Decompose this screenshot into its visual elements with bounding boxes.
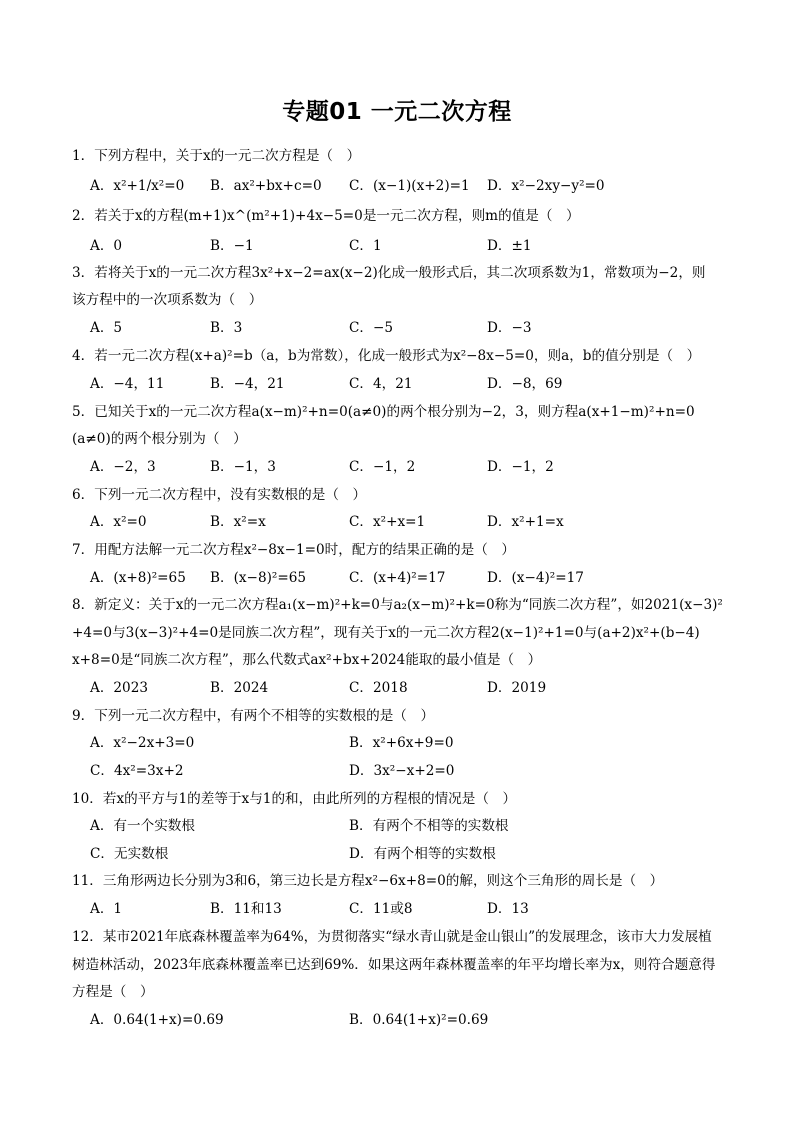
question-4-option-c: C．4，21 — [349, 376, 413, 392]
page-title: 专题01 一元二次方程 — [282, 99, 512, 125]
question-11-option-b: B．11和13 — [210, 901, 282, 917]
question-5-stem-line-1: 5．已知关于x的一元二次方程a(x−m)²+n=0(a≠0)的两个根分别为−2，3，则方程a(x+1−m)²+n=0 — [72, 404, 695, 420]
question-3-stem-line-2: 该方程中的一次项系数为（ ） — [72, 292, 263, 308]
question-7-option-c: C．(x+4)²=17 — [349, 570, 446, 586]
question-9-option-d: D．3x²−x+2=0 — [349, 763, 455, 779]
question-7-option-b: B．(x−8)²=65 — [210, 570, 307, 586]
question-1-option-a: A．x²+1/x²=0 — [90, 178, 185, 194]
question-2-option-d: D．±1 — [487, 238, 532, 254]
question-8-option-b: B．2024 — [210, 680, 269, 696]
question-12-stem-line-2: 树造林活动，2023年底森林覆盖率已达到69%．如果这两年森林覆盖率的年平均增长率为x，则符合题意得 — [72, 957, 716, 973]
question-9-stem: 9．下列一元二次方程中，有两个不相等的实数根的是（ ） — [72, 708, 435, 724]
question-11-option-a: A．1 — [90, 901, 123, 917]
question-4-option-a: A．−4，11 — [90, 376, 165, 392]
question-8-stem-line-1: 8．新定义：关于x的一元二次方程a₁(x−m)²+k=0与a₂(x−m)²+k=0称为“同族二次方程”，如2021(x−3)² — [72, 597, 723, 613]
question-7-option-a: A．(x+8)²=65 — [90, 570, 186, 586]
question-2-option-b: B．−1 — [210, 238, 254, 254]
question-12-stem-line-3: 方程是（ ） — [72, 984, 154, 1000]
question-11-option-c: C．11或8 — [349, 901, 413, 917]
question-4-option-d: D．−8，69 — [487, 376, 563, 392]
question-10-option-a: A．有一个实数根 — [90, 818, 195, 834]
question-2-option-c: C．1 — [349, 238, 382, 254]
question-12-stem-line-1: 12．某市2021年底森林覆盖率为64%，为贯彻落实“绿水青山就是金山银山”的发展理念，该市大力发展植 — [72, 929, 712, 945]
question-10-option-c: C．无实数根 — [90, 846, 169, 862]
question-3-stem-line-1: 3．若将关于x的一元二次方程3x²+x−2=ax(x−2)化成一般形式后，其二次项系数为1，常数项为−2，则 — [72, 265, 706, 281]
question-5-option-c: C．−1，2 — [349, 459, 416, 475]
question-3-option-b: B．3 — [210, 320, 243, 336]
question-1-option-c: C．(x−1)(x+2)=1 — [349, 178, 470, 194]
question-6-option-b: B．x²=x — [210, 514, 266, 530]
question-8-stem-line-2: +4=0与3(x−3)²+4=0是同族二次方程”，现有关于x的一元二次方程2(x−1)²+1=0与(a+2)x²+(b−4) — [72, 625, 700, 641]
question-2-option-a: A．0 — [90, 238, 123, 254]
question-5-stem-line-2: (a≠0)的两个根分别为（ ） — [72, 431, 247, 447]
question-10-option-b: B．有两个不相等的实数根 — [349, 818, 509, 834]
question-4-option-b: B．−4，21 — [210, 376, 285, 392]
question-10-stem: 10．若x的平方与1的差等于x与1的和，由此所列的方程根的情况是（ ） — [72, 791, 517, 807]
question-9-option-c: C．4x²=3x+2 — [90, 763, 184, 779]
question-5-option-d: D．−1，2 — [487, 459, 554, 475]
question-3-option-d: D．−3 — [487, 320, 532, 336]
question-9-option-a: A．x²−2x+3=0 — [90, 735, 195, 751]
question-6-stem: 6．下列一元二次方程中，没有实数根的是（ ） — [72, 487, 367, 503]
question-6-option-d: D．x²+1=x — [487, 514, 564, 530]
question-4-stem: 4．若一元二次方程(x+a)²=b（a，b为常数），化成一般形式为x²−8x−5=0，则a，b的值分别是（ ） — [72, 348, 701, 364]
question-11-option-d: D．13 — [487, 901, 529, 917]
question-1-option-b: B．ax²+bx+c=0 — [210, 178, 322, 194]
question-11-stem: 11．三角形两边长分别为3和6，第三边长是方程x²−6x+8=0的解，则这个三角形的周长是（ ） — [72, 873, 664, 889]
question-2-stem: 2．若关于x的方程(m+1)x^(m²+1)+4x−5=0是一元二次方程，则m的值是（ ） — [72, 208, 580, 224]
question-7-stem: 7．用配方法解一元二次方程x²−8x−1=0时，配方的结果正确的是（ ） — [72, 542, 515, 558]
question-1-stem: 1．下列方程中，关于x的一元二次方程是（ ） — [72, 148, 361, 164]
question-9-option-b: B．x²+6x+9=0 — [349, 735, 454, 751]
question-5-option-b: B．−1，3 — [210, 459, 276, 475]
question-8-option-a: A．2023 — [90, 680, 149, 696]
question-1-option-d: D．x²−2xy−y²=0 — [487, 178, 605, 194]
question-6-option-a: A．x²=0 — [90, 514, 147, 530]
question-12-option-b: B．0.64(1+x)²=0.69 — [349, 1012, 489, 1028]
question-8-stem-line-3: x+8=0是“同族二次方程”，那么代数式ax²+bx+2024能取的最小值是（ ） — [72, 652, 542, 668]
question-7-option-d: D．(x−4)²=17 — [487, 570, 584, 586]
question-8-option-c: C．2018 — [349, 680, 408, 696]
question-3-option-a: A．5 — [90, 320, 123, 336]
question-6-option-c: C．x²+x=1 — [349, 514, 426, 530]
question-12-option-a: A．0.64(1+x)=0.69 — [90, 1012, 224, 1028]
question-10-option-d: D．有两个相等的实数根 — [349, 846, 496, 862]
question-3-option-c: C．−5 — [349, 320, 394, 336]
question-8-option-d: D．2019 — [487, 680, 547, 696]
question-5-option-a: A．−2，3 — [90, 459, 156, 475]
